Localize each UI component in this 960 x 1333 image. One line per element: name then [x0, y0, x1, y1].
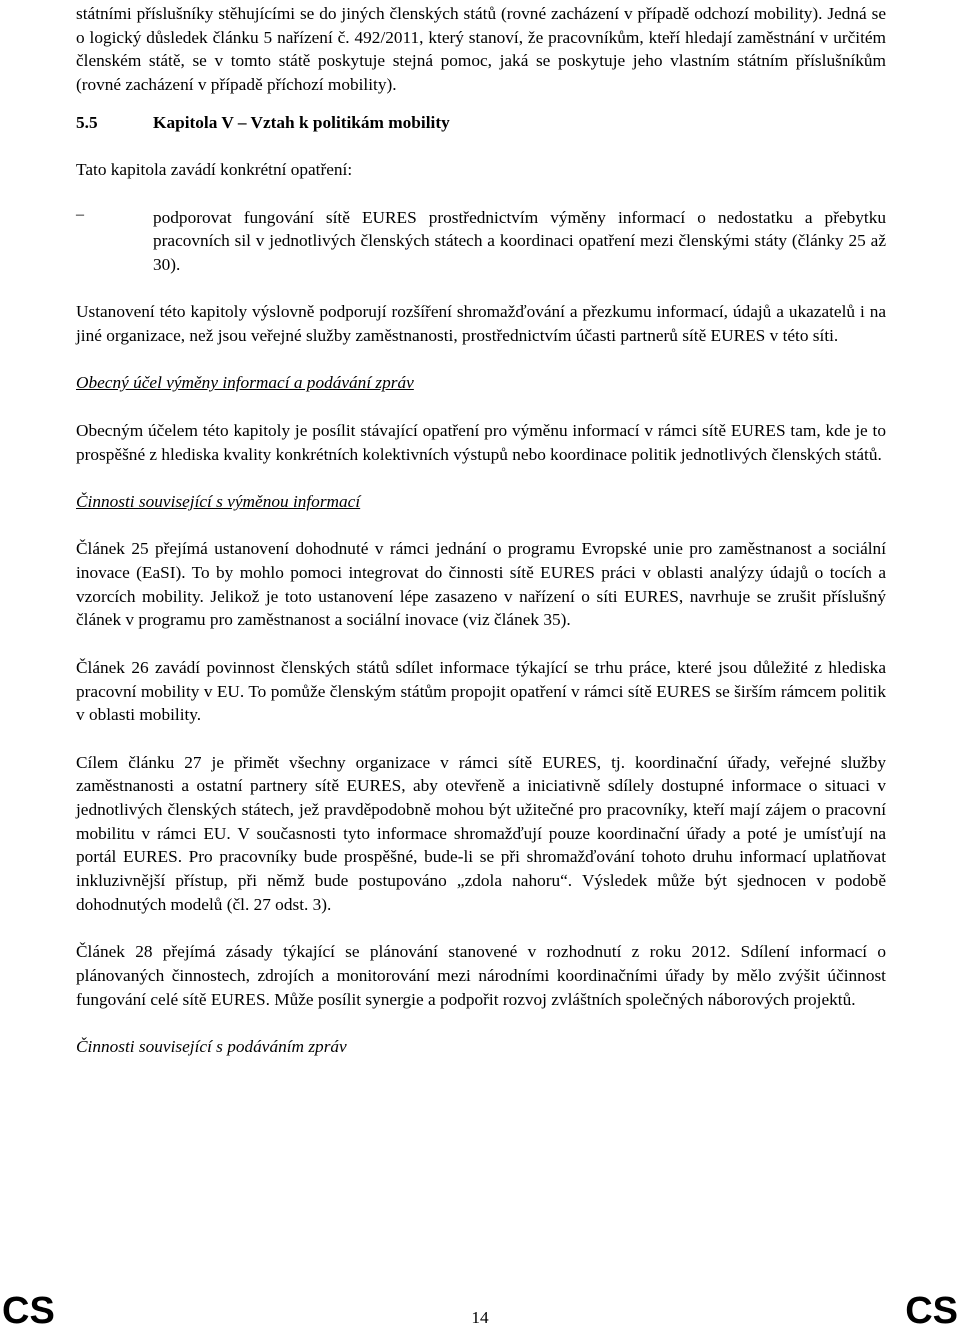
- list-item: [76, 206, 886, 277]
- subheading-reporting-activities: Činnosti související s podáváním zpráv: [76, 1037, 347, 1057]
- section-heading: [76, 111, 886, 135]
- page-footer: [0, 1284, 960, 1330]
- section-number: 5.5: [76, 112, 98, 132]
- paragraph-measures: Tato kapitola zavádí konkrétní opatření:: [76, 160, 353, 180]
- language-code-right: CS: [905, 1290, 958, 1332]
- list-item-text: podporovat fungování sítě EURES prostřednictvím výměny informací o nedostatku a přebytku pracovních sil v jednotlivých členských státech a koordinaci opatření mezi členskými státy (články 25 až 30).: [153, 207, 886, 274]
- subheading-exchange-activities: Činnosti související s výměnou informací: [76, 491, 361, 511]
- paragraph-article-25: Článek 25 přejímá ustanovení dohodnuté v rámci jednání o programu Evropské unie pro zaměstnanost a sociální inovace (EaSI). To by mohlo pomoci integrovat do činnosti sítě EURES práci v oblasti analýzy údajů o tocích a vzorcích mobility. Jelikož je toto ustanovení lépe zasazeno v nařízení o síti EURES, navrhuje se zrušit příslušný článek v programu pro zaměstnanost a sociální inovace (viz článek 35).: [76, 539, 886, 630]
- paragraph-provisions: Ustanovení této kapitoly výslovně podporují rozšíření shromažďování a přezkumu informací, údajů a ukazatelů i na jiné organizace, než jsou veřejné služby zaměstnanosti, prostřednictvím účasti partnerů sítě EURES v této síti.: [76, 302, 886, 346]
- paragraph-general-purpose: Obecným účelem této kapitoly je posílit stávající opatření pro výměnu informací v rámci sítě EURES tam, kde je to prospěšné z hlediska kvality konkrétních kolektivních výstupů nebo koordinace politik jednotlivých členských států.: [76, 420, 886, 464]
- page-number: 14: [471, 1308, 489, 1327]
- dash-bullet: –: [76, 205, 84, 223]
- document-page: [76, 0, 886, 1059]
- paragraph-article-28: Článek 28 přejímá zásady týkající se plánování stanovené v rozhodnutí z roku 2012. Sdílení informací o plánovaných činnostech, zdrojích a monitorování mezi národními koordinačními úřady by mělo zvýšit účinnost fungování celé sítě EURES. Může posílit synergie a podpořit rozvoj zvláštních společných náborových projektů.: [76, 942, 886, 1009]
- paragraph-intro: státními příslušníky stěhujícími se do jiných členských států (rovné zacházení v případě odchozí mobility). Jedná se o logický důsledek článku 5 nařízení č. 492/2011, který stanoví, že pracovníkům, kteří hledají zaměstnání v určitém členském státě, se v tomto státě poskytuje stejná pomoc, jaká se poskytuje jeho vlastním státním příslušníkům (rovné zacházení v případě příchozí mobility).: [76, 4, 886, 95]
- language-code-left: CS: [2, 1290, 55, 1332]
- section-title: Kapitola V – Vztah k politikám mobility: [153, 112, 450, 132]
- paragraph-article-27: Cílem článku 27 je přimět všechny organizace v rámci sítě EURES, tj. koordinační úřady, veřejné služby zaměstnanosti a ostatní partnery sítě EURES, aby otevřeně a iniciativně sdílely dostupné informace o situaci v jednotlivých členských státech, jež pravděpodobně mohou být užitečné pro pracovníky, kteří mají zájem o pracovní mobilitu v rámci EU. V současnosti tyto informace shromažďují pouze koordinační úřady a poté je umísťují na portál EURES. Pro pracovníky bude prospěšné, bude-li se při shromažďování tohoto druhu informací uplatňovat inkluzivnější přístup, při němž bude postupováno „zdola nahoru“. Výsledek může být sjednocen v podobě dohodnutých modelů (čl. 27 odst. 3).: [76, 752, 886, 914]
- subheading-general-purpose: Obecný účel výměny informací a podávání zpráv: [76, 373, 414, 393]
- paragraph-article-26: Článek 26 zavádí povinnost členských států sdílet informace týkající se trhu práce, které jsou důležité z hlediska pracovní mobility v EU. To pomůže členským státům propojit opatření v rámci sítě EURES se širším rámcem politik v oblasti mobility.: [76, 657, 886, 725]
